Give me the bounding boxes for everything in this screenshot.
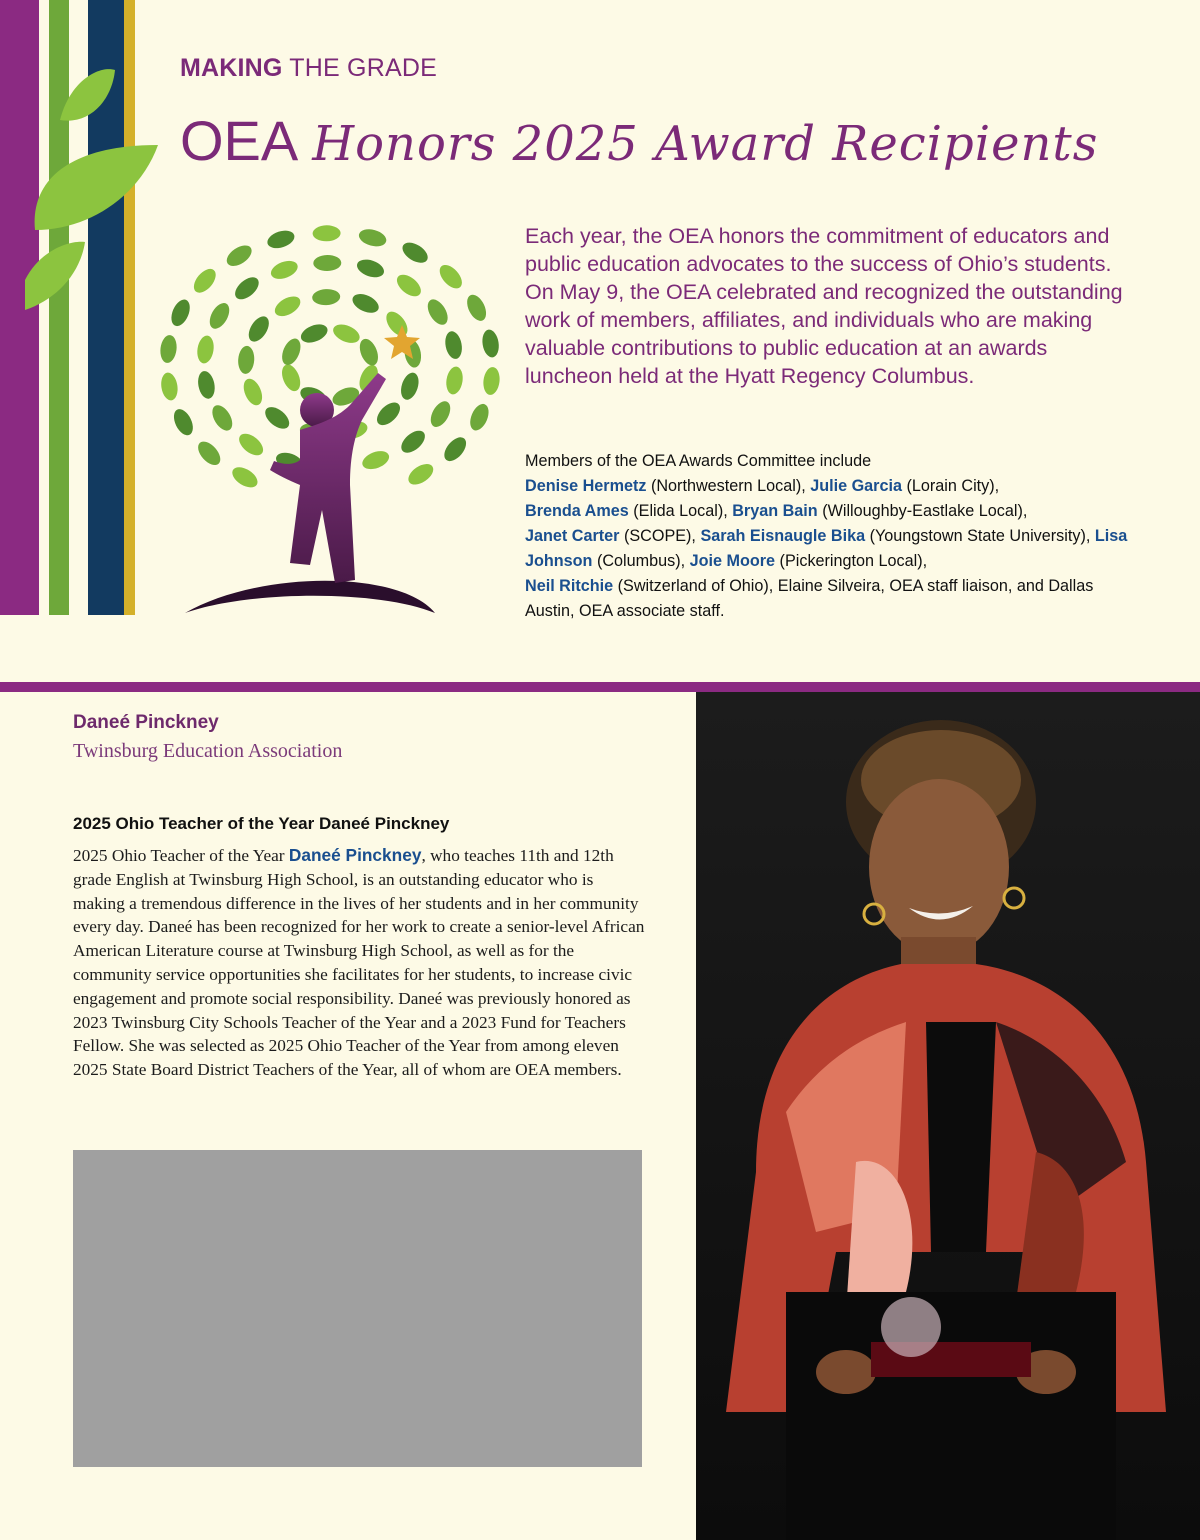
title-script: Honors 2025 Award Recipients [312, 116, 1099, 172]
award-body-text [73, 844, 648, 1082]
kicker-rest: THE GRADE [289, 54, 437, 82]
committee-member-affiliation: (Elida Local), [628, 502, 733, 520]
honoree-name: Daneé Pinckney [73, 712, 219, 733]
committee-member-name: Brenda Ames [525, 502, 629, 520]
committee-member-affiliation: (Switzerland of Ohio), [613, 577, 778, 595]
committee-tail: Elaine Silveira, OEA staff liaison, and Dallas Austin, OEA associate staff. [525, 577, 1094, 620]
honoree-photo [696, 692, 1200, 1540]
committee-member-name: Lisa Johnson [525, 527, 1128, 570]
title-oea: OEA [180, 109, 299, 172]
committee-member-affiliation: (Lorain City), [902, 477, 1000, 495]
page-title [180, 108, 1098, 173]
committee-member-name: Janet Carter [525, 527, 620, 545]
intro-paragraph: Each year, the OEA honors the commitment of educators and public education advocates to the success of Ohio’s students. On May 9, the OEA celebrated and recognized the outstanding work of members, affiliates, and individuals who are making valuable contributions to public education at an awards luncheon held at the Hyatt Regency Columbus. [525, 224, 1123, 388]
section-divider [0, 682, 1200, 692]
committee-member-affiliation: (Willoughby-Eastlake Local), [817, 502, 1028, 520]
committee-member-affiliation: (Northwestern Local), [646, 477, 811, 495]
committee-member-affiliation: (Youngstown State University), [865, 527, 1095, 545]
image-placeholder [73, 1150, 642, 1467]
tree-logo-icon [150, 225, 510, 620]
committee-member-affiliation: (Pickerington Local), [775, 552, 928, 570]
honoree-portrait-illustration [696, 692, 1200, 1540]
kicker-bold: MAKING [180, 54, 283, 82]
committee-member-name: Julie Garcia [810, 477, 902, 495]
committee-member-name: Sarah Eisnaugle Bika [700, 527, 866, 545]
committee-member-affiliation: (SCOPE), [619, 527, 701, 545]
section-kicker [180, 54, 437, 83]
body-name: Daneé Pinckney [288, 845, 422, 865]
committee-member-name: Denise Hermetz [525, 477, 647, 495]
award-title: 2025 Ohio Teacher of the Year Daneé Pinckney [73, 814, 450, 833]
committee-member-name: Neil Ritchie [525, 577, 614, 595]
committee-member-affiliation: (Columbus), [592, 552, 690, 570]
leaves-decoration [0, 60, 170, 330]
committee-member-name: Bryan Bain [732, 502, 818, 520]
body-rest: , who teaches 11th and 12th grade English at Twinsburg High School, is an outstanding educator who is making a tremendous difference in the lives of her students and in her community every day. Daneé has been recognized for her work to create a senior-level African American Literature course at Twinsburg High School, as well as for the community service opportunities she facilitates for her students, to increase civic engagement and promote social responsibility. Daneé was previously honored as 2023 Twinsburg City Schools Teacher of the Year and a 2023 Fund for Teachers Fellow. She was selected as 2025 Ohio Teacher of the Year from among eleven 2025 State Board District Teachers of the Year, all of whom are OEA members. [73, 846, 645, 1080]
body-prefix: 2025 Ohio Teacher of the Year [73, 846, 289, 865]
honoree-organization: Twinsburg Education Association [73, 740, 343, 762]
committee-list [525, 449, 1145, 624]
committee-lead: Members of the OEA Awards Committee include [525, 452, 872, 470]
committee-member-name: Joie Moore [689, 552, 776, 570]
